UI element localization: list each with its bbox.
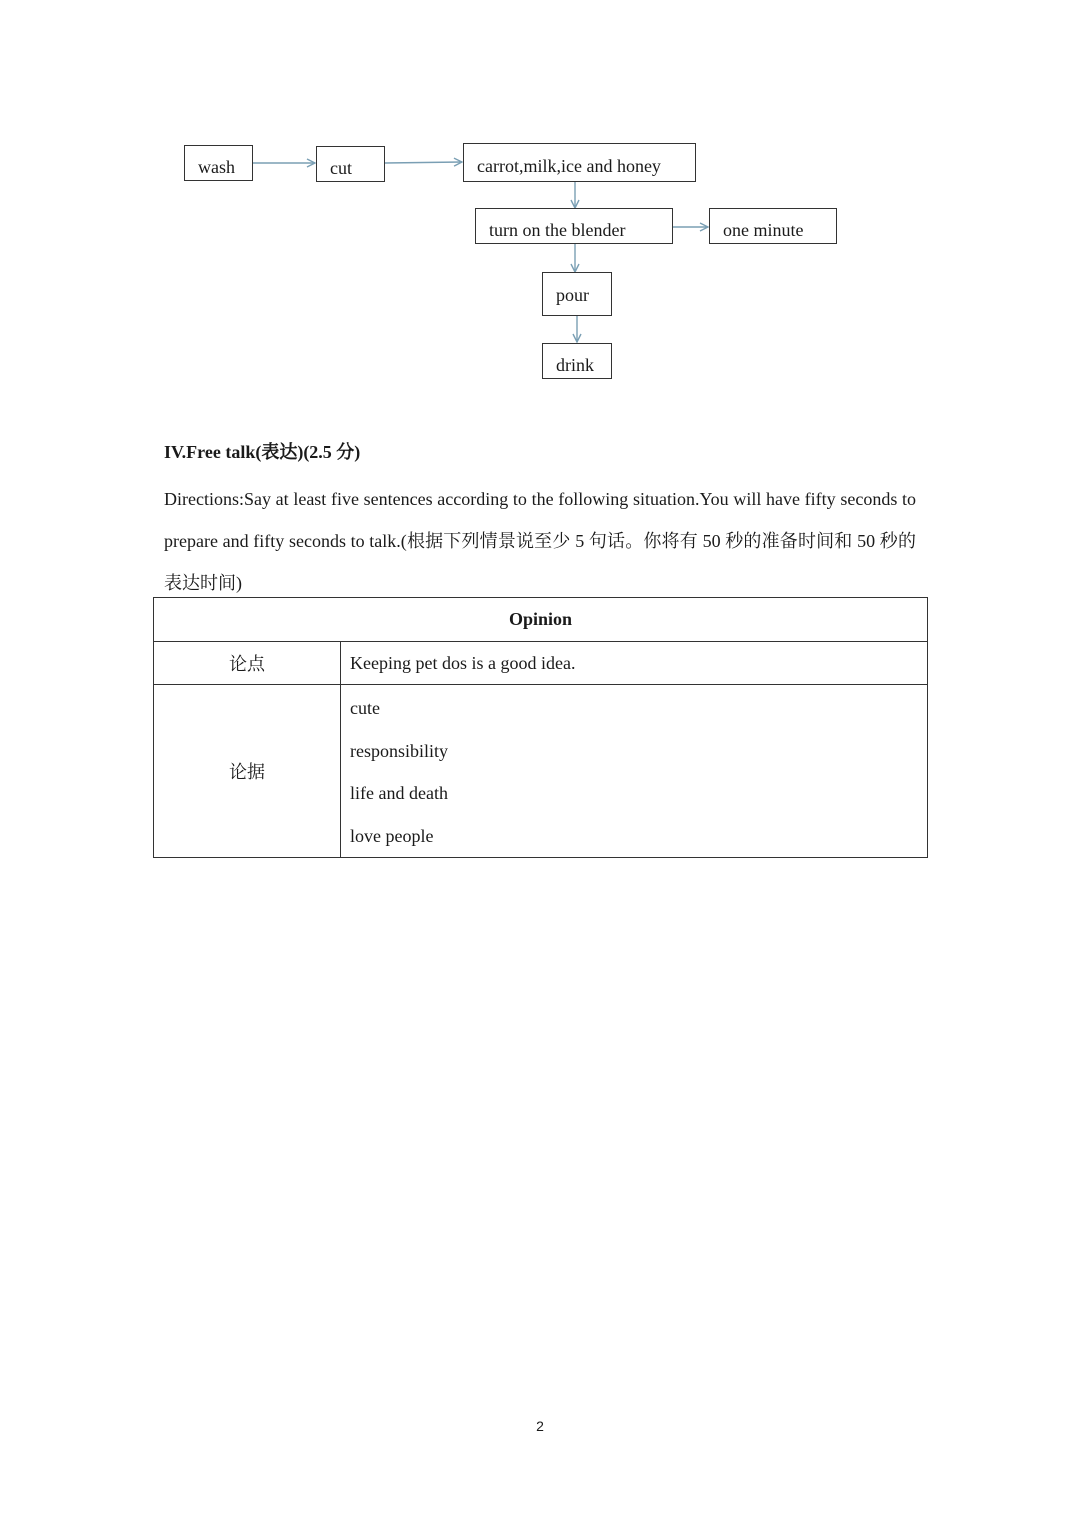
arguments-list [350, 685, 927, 857]
flow-step-label: turn on the blender [489, 220, 626, 240]
directions-text: Directions:Say at least five sentences according to the following situation.You will have fifty seconds to prepare and fifty seconds to talk.(根据下列情景说至少 5 句话。你将有 50 秒的准备时间和 50 秒的表达时间) [164, 489, 916, 593]
thesis-text: Keeping pet dos is a good idea. [341, 642, 928, 685]
table-row-thesis [154, 642, 928, 685]
flow-step-blender [475, 208, 673, 244]
flow-step-label: wash [198, 157, 235, 177]
flowchart-arrows [0, 0, 1080, 400]
recipe-flowchart [0, 0, 1080, 400]
argument-item: love people [350, 825, 434, 846]
flow-step-label: pour [556, 285, 589, 305]
flow-step-label: carrot,milk,ice and honey [477, 156, 661, 176]
argument-item: cute [350, 698, 380, 718]
flow-step-drink [542, 343, 612, 379]
flow-step-wash [184, 145, 253, 181]
flow-step-one-minute [709, 208, 837, 244]
arrow-cut-to-ingredients [385, 162, 462, 163]
argument-item: life and death [350, 783, 448, 803]
flow-step-ingredients [463, 143, 696, 182]
arguments-cell [341, 685, 928, 858]
flow-step-cut [316, 146, 385, 182]
argument-item: responsibility [350, 740, 448, 761]
section-title: IV.Free talk(表达)(2.5 分) [164, 442, 361, 462]
page-number: 2 [536, 1418, 544, 1434]
table-row-arguments [154, 685, 928, 858]
flow-step-label: one minute [723, 220, 804, 240]
table-header: Opinion [154, 598, 928, 642]
thesis-label: 论点 [154, 642, 341, 685]
opinion-table [153, 597, 928, 858]
flow-step-label: drink [556, 355, 594, 375]
arguments-label: 论据 [154, 685, 341, 858]
flow-step-label: cut [330, 158, 352, 178]
flow-step-pour [542, 272, 612, 316]
